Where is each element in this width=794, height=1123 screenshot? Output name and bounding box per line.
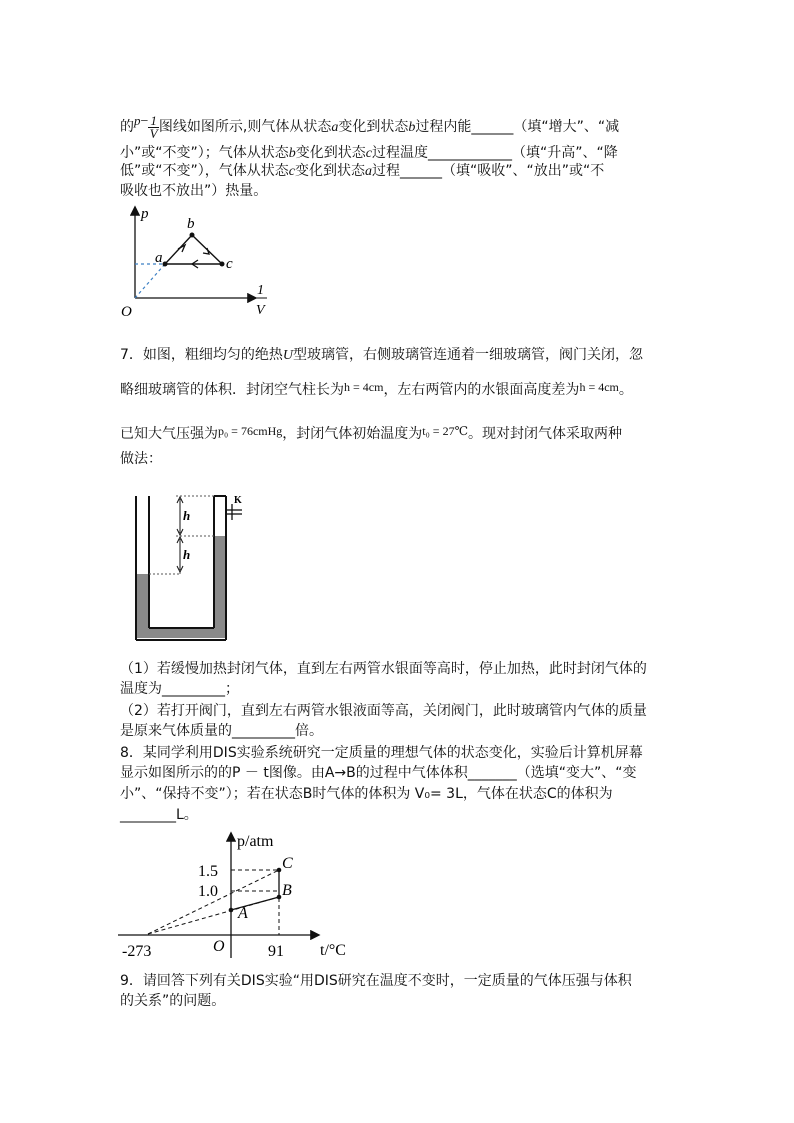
q6-line-2: 小”或“不变”）；气体从状态b变化到状态c过程温度____________（填“升高”、“降 [120, 145, 618, 161]
u-tube-figure [128, 490, 258, 642]
q7-sub1-line-2: 温度为_________； [120, 681, 239, 697]
q7-line-4: 做法： [120, 451, 162, 467]
q8-line-3: 小”、“保持不变”）；若在状态B时气体的体积为 V₀= 3L，气体在状态C的体积为 [120, 786, 613, 802]
p-inverse-v-graph [115, 200, 285, 325]
q7-sub2-line-1: （2）若打开阀门，直到左右两管水银液面等高，关闭阀门，此时玻璃管内气体的质量 [120, 703, 647, 719]
q9-line-2: 的关系”的问题。 [120, 993, 226, 1009]
point-a-label: A [238, 905, 248, 922]
q6-pre: 的 [120, 119, 134, 135]
tick-91: 91 [268, 943, 284, 960]
q8-line-2: 显示如图所示的的P － t图像。由A→B的过程中气体体积_______（选填“变大”、“变 [120, 765, 637, 781]
valve-k-label: K [234, 495, 242, 506]
state-b-label: b [187, 216, 195, 232]
p-t-graph [118, 828, 358, 968]
q7-line-1: 7．如图，粗细均匀的绝热U型玻璃管，右侧玻璃管连通着一细玻璃管，阀门关闭，忽 [120, 347, 644, 363]
q8-line-4: ________L。 [120, 807, 198, 823]
svg-text:V: V [256, 303, 265, 318]
t-celsius-label: t/°C [320, 942, 346, 959]
svg-text:1: 1 [257, 283, 264, 298]
q9-line-1: 9．请回答下列有关DIS实验“用DIS研究在温度不变时，一定质量的气体压强与体积 [120, 973, 632, 989]
q6-line-3: 低”或“不变”），气体从状态c变化到状态a过程______（填“吸收”、“放出”或“不 [120, 163, 605, 179]
p-atm-label: p/atm [237, 833, 274, 850]
point-c-label: C [282, 855, 293, 872]
blank-1: ______ [471, 119, 514, 135]
blank-2: ____________ [427, 145, 512, 161]
state-a-label: a [155, 250, 163, 266]
mercury [137, 536, 225, 638]
origin-label: O [121, 304, 132, 320]
tick-1.5: 1.5 [198, 863, 218, 880]
state-c-label: c [226, 256, 233, 272]
p-axis-label: p [141, 206, 149, 222]
q7-line-3: 已知大气压强为p₀ = 76cmHg，封闭气体初始温度为t₀ = 27℃。现对封闭气体采取两种 [120, 424, 622, 442]
h-label-lower: h [183, 547, 191, 562]
q6-line-1: 的p− $\frac{1}{V}$ 图线如图所示,则气体从状态a变化到状态b过程内能______（填“增大”、“减 [120, 112, 620, 141]
tick-neg273: -273 [122, 943, 152, 960]
p-symbol: p [134, 113, 141, 128]
tick-1.0: 1.0 [198, 883, 218, 900]
fraction-1-over-v: $\frac{1}{V}$ [149, 112, 158, 141]
q8-line-1: 8．某同学利用DIS实验系统研究一定质量的理想气体的状态变化，实验后计算机屏幕 [120, 745, 643, 761]
point-b-label: B [282, 882, 292, 899]
origin-label: O [213, 938, 225, 955]
blank-3: ______ [399, 163, 442, 179]
q7-sub1-line-1: （1）若缓慢加热封闭气体，直到左右两管水银面等高时，停止加热，此时封闭气体的 [120, 661, 647, 677]
q7-line-2: 略细玻璃管的体积．封闭空气柱长为h = 4cm，左右两管内的水银面高度差为h = 4cm。 [120, 380, 633, 398]
h-label-upper: h [183, 508, 191, 523]
q6-line-4: 吸收也不放出”）热量。 [120, 183, 268, 199]
q7-sub2-line-2: 是原来气体质量的_________倍。 [120, 723, 323, 739]
